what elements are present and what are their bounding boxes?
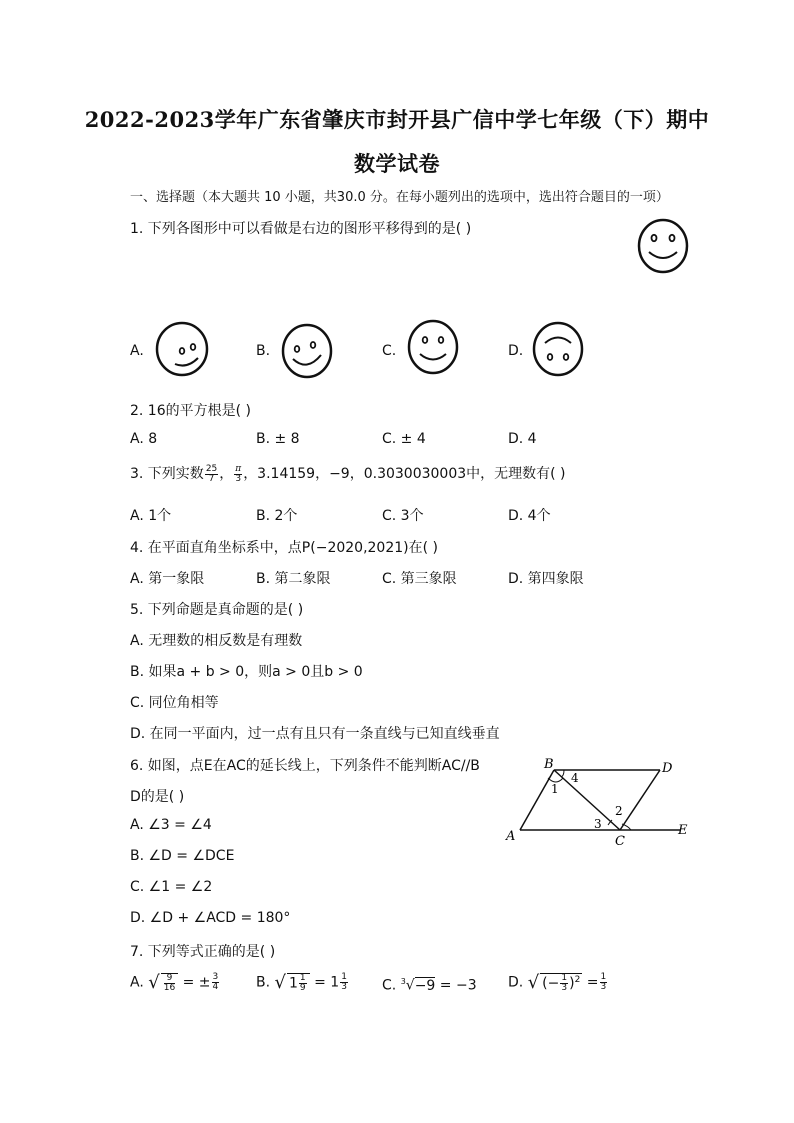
- q7-option-b: B. √ 1 $\frac{1}{9}$ = 1 $\frac{1}{3}$: [256, 972, 347, 993]
- label-e: E: [678, 823, 688, 838]
- q7-option-c: C. $^3$√−9 = −3: [382, 977, 477, 994]
- label-c: C: [615, 834, 625, 849]
- q3-option-d: D. 4个: [508, 508, 551, 524]
- label-angle-2: 2: [615, 804, 623, 818]
- q2-option-a: A. 8: [130, 431, 158, 447]
- page-title: 2022-2023学年广东省肇庆市封开县广信中学七年级（下）期中: [84, 107, 710, 132]
- label-b: B: [544, 757, 554, 772]
- q3-option-b: B. 2个: [256, 508, 298, 524]
- section-header: 一、选择题（本大题共 10 小题，共30.0 分。在每小题列出的选项中，选出符合题目的一项）: [130, 190, 669, 205]
- q5-option-b: B. 如果a + b > 0，则a > 0且b > 0: [130, 664, 363, 680]
- question-6-stem-line1: 6. 如图，点E在AC的延长线上，下列条件不能判断AC//B: [130, 758, 480, 774]
- line-dc: [620, 770, 660, 830]
- q3-fraction-2: $\frac{\pi}{3}$: [235, 463, 242, 484]
- q3-option-c: C. 3个: [382, 508, 424, 524]
- q6-option-c: C. ∠1 = ∠2: [130, 879, 213, 895]
- question-2-stem: 2. 16的平方根是( ): [130, 403, 251, 419]
- q5-option-c: C. 同位角相等: [130, 695, 219, 711]
- reference-smiley-icon: [636, 218, 690, 274]
- q6-option-b: B. ∠D = ∠DCE: [130, 848, 235, 864]
- label-a: A: [506, 829, 516, 844]
- label-angle-3: 3: [594, 817, 602, 831]
- q2-option-c: C. ± 4: [382, 431, 426, 447]
- question-7-stem: 7. 下列等式正确的是( ): [130, 944, 276, 960]
- q2-option-d: D. 4: [508, 431, 537, 447]
- q1-option-d-smiley-icon: [530, 320, 586, 378]
- line-bc: [554, 770, 620, 830]
- q4-option-c: C. 第三象限: [382, 571, 457, 587]
- q3-stem-suffix: ，3.14159，−9，0.3030030003中，无理数有( ): [243, 466, 566, 482]
- question-6-stem-line2: D的是( ): [130, 789, 185, 805]
- q4-option-b: B. 第二象限: [256, 571, 331, 587]
- q4-option-a: A. 第一象限: [130, 571, 205, 587]
- page-subtitle: 数学试卷: [354, 151, 440, 176]
- q3-fraction-1: $\frac{25}{7}$: [205, 463, 218, 484]
- label-angle-1: 1: [551, 782, 559, 796]
- question-3-stem: 3. 下列实数 $\frac{25}{7}$ ， $\frac{\pi}{3}$ ，3.14159，−9，0.3030030003中，无理数有( ): [130, 463, 566, 484]
- q6-geometry-figure: [500, 750, 700, 850]
- q5-option-a: A. 无理数的相反数是有理数: [130, 633, 303, 649]
- label-d: D: [662, 761, 673, 776]
- q2-option-b: B. ± 8: [256, 431, 300, 447]
- q1-option-b-smiley-icon: [279, 322, 335, 380]
- label-angle-4: 4: [571, 771, 579, 785]
- q1-option-d-label: D.: [508, 343, 524, 359]
- q6-option-d: D. ∠D + ∠ACD = 180°: [130, 910, 291, 926]
- q5-option-d: D. 在同一平面内，过一点有且只有一条直线与已知直线垂直: [130, 726, 500, 742]
- q3-stem-prefix: 3. 下列实数: [130, 466, 204, 482]
- q1-option-b-label: B.: [256, 343, 271, 359]
- question-4-stem: 4. 在平面直角坐标系中，点P(−2020,2021)在( ): [130, 540, 438, 556]
- q7-option-a: A. √ $\frac{9}{16}$ = ± $\frac{3}{4}$: [130, 972, 219, 993]
- question-1-stem: 1. 下列各图形中可以看做是右边的图形平移得到的是( ): [130, 221, 472, 237]
- q1-option-a-label: A.: [130, 343, 144, 359]
- q4-option-d: D. 第四象限: [508, 571, 584, 587]
- question-5-stem: 5. 下列命题是真命题的是( ): [130, 602, 304, 618]
- q1-option-c-smiley-icon: [405, 318, 461, 376]
- q1-option-c-label: C.: [382, 343, 397, 359]
- q6-option-a: A. ∠3 = ∠4: [130, 817, 212, 833]
- q3-option-a: A. 1个: [130, 508, 172, 524]
- q7-option-d: D. √ (− $\frac{1}{3}$ )$^2$ = $\frac{1}{3}$: [508, 972, 607, 993]
- q1-option-a-smiley-icon: [154, 320, 210, 378]
